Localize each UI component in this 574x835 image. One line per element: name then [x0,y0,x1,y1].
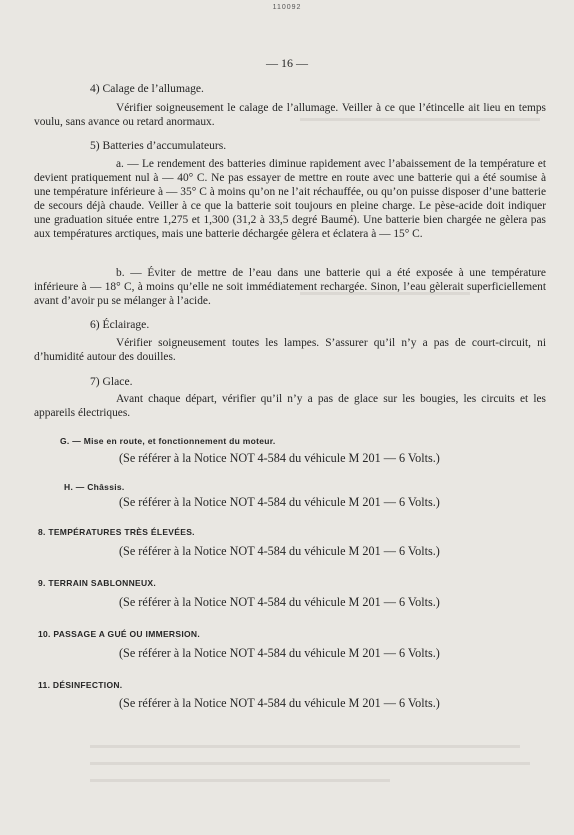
document-code: 110092 [272,4,302,11]
paragraph: a. — Le rendement des batteries diminue rapidement avec l’abaissement de la température et devient pratiquement nul à — 40° C. Ne pas essayer de mettre en route avec une batterie qui a été soumise à une température inférieure à — 35° C à moins qu’on ne l’ait réchauffée, ou qu’on puisse disposer d’une batterie de secours déjà chaude. Veiller à ce que la batterie soit toujours en pleine charge. Le pèse-acide doit indiquer une graduation située entre 1,275 et 1,300 (31,2 à 33,5 degré Baumé). Une batterie bien chargée ne gèlera pas aux températures arctiques, mais une batterie déchargée gèlera et éclatera à — 15° C. [34,158,546,240]
item-title-batteries: 5) Batteries d’accumulateurs. [90,139,227,152]
item-title-calage: 4) Calage de l’allumage. [90,82,204,95]
item-title-eclairage: 6) Éclairage. [90,318,150,331]
item-body-batteries-b [34,266,546,308]
section-heading-terrain: 9. TERRAIN SABLONNEUX. [38,578,157,588]
section-heading-chassis: H. — Châssis. [64,482,125,492]
page-number: — 16 — [266,56,308,70]
section-reference-mise-en-route: (Se référer à la Notice NOT 4-584 du véhicule M 201 — 6 Volts.) [119,451,440,465]
paragraph: Vérifier soigneusement toutes les lampes. S’assurer qu’il n’y a pas de court-circuit, ni d’humidité autour des douilles. [34,337,546,363]
section-reference-terrain: (Se référer à la Notice NOT 4-584 du véhicule M 201 — 6 Volts.) [119,595,440,609]
section-reference-desinfection: (Se référer à la Notice NOT 4-584 du véhicule M 201 — 6 Volts.) [119,696,440,710]
section-heading-mise-en-route: G. — Mise en route, et fonctionnement du moteur. [60,436,276,446]
section-heading-desinfection: 11. DÉSINFECTION. [38,680,123,690]
paragraph: b. — Éviter de mettre de l’eau dans une batterie qui a été exposée à une température inférieure à — 18° C, à moins qu’elle ne soit immédiatement rechargée. Sinon, l’eau gèlerait superficiellement avant d’avoir pu se mélanger à l’acide. [34,267,546,307]
item-body-glace [34,392,546,420]
item-title-glace: 7) Glace. [90,375,133,388]
item-body-eclairage [34,336,546,364]
section-heading-temperatures: 8. TEMPÉRATURES TRÈS ÉLEVÉES. [38,527,195,537]
section-heading-passage: 10. PASSAGE A GUÉ OU IMMERSION. [38,629,201,639]
section-reference-temperatures: (Se référer à la Notice NOT 4-584 du véhicule M 201 — 6 Volts.) [119,544,440,558]
section-reference-chassis: (Se référer à la Notice NOT 4-584 du véhicule M 201 — 6 Volts.) [119,495,440,509]
paragraph: Avant chaque départ, vérifier qu’il n’y a pas de glace sur les bougies, les circuits et les appareils électriques. [34,393,546,419]
item-body-batteries-a [34,157,546,241]
paragraph: Vérifier soigneusement le calage de l’allumage. Veiller à ce que l’étincelle ait lieu en temps voulu, sans avance ou retard anormaux. [34,102,546,128]
item-body-calage [34,101,546,129]
section-reference-passage: (Se référer à la Notice NOT 4-584 du véhicule M 201 — 6 Volts.) [119,646,440,660]
